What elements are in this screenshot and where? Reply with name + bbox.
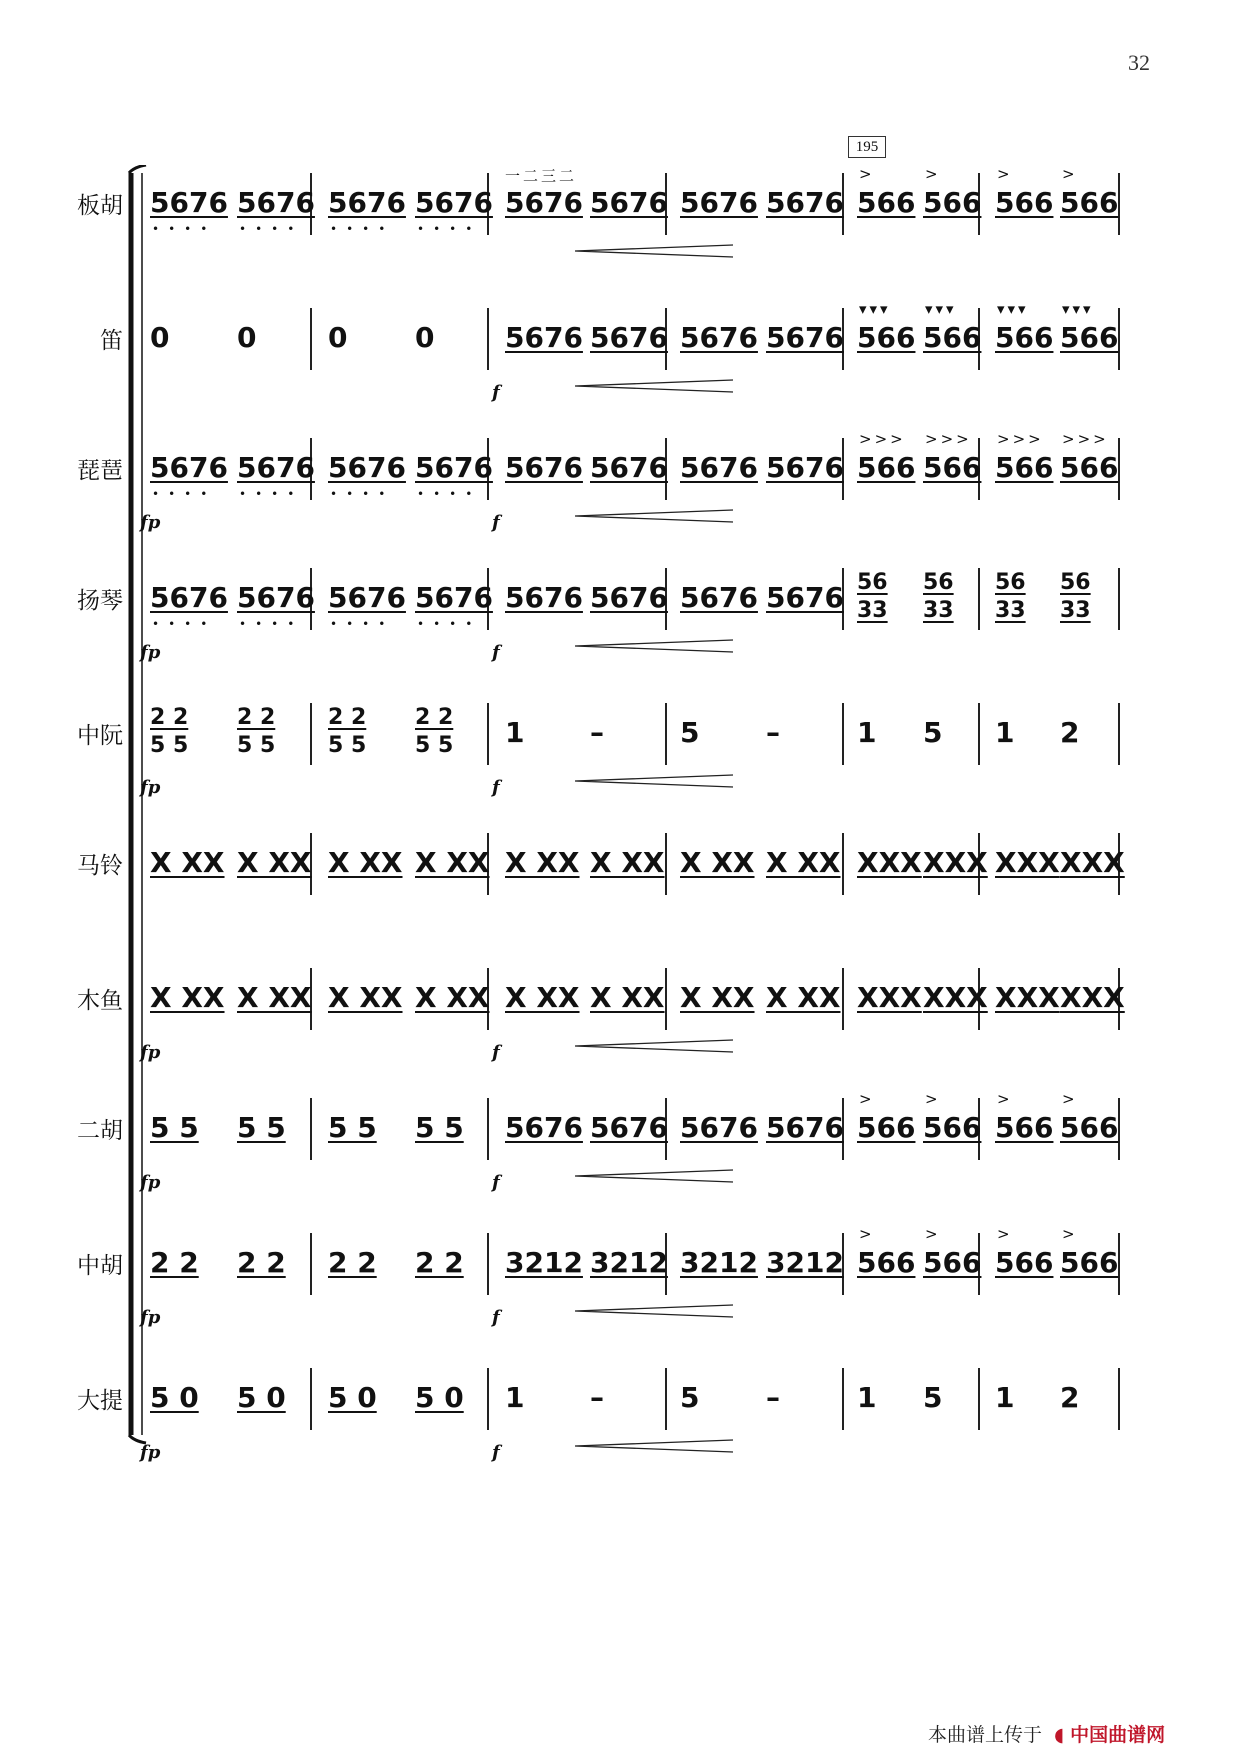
note-group: 5 5 — [328, 1111, 377, 1144]
barline — [1118, 1368, 1120, 1430]
note-group-lower: 33 — [995, 598, 1026, 623]
note-group: 566 — [923, 321, 982, 354]
accent-mark: >>> — [997, 430, 1044, 448]
lower-octave-dots: •••• — [152, 487, 217, 501]
dynamic-marking: fp — [140, 642, 161, 663]
note-group: XXX — [995, 981, 1060, 1014]
barline — [487, 308, 489, 370]
note-group: 566 — [857, 1246, 916, 1279]
note-group: 2 2 — [237, 1246, 286, 1279]
instrument-label: 马铃 — [77, 853, 123, 879]
lower-octave-dots: •••• — [152, 617, 217, 631]
accent-mark: > — [1062, 165, 1078, 183]
note-group: XXX — [923, 846, 988, 879]
note-group: 5676 — [680, 186, 758, 219]
note-group: 566 — [1060, 1111, 1119, 1144]
note-group: 0 — [328, 321, 348, 354]
dynamic-marking: fp — [140, 777, 161, 798]
lower-octave-dots: •••• — [239, 617, 304, 631]
note-group: 5676 — [328, 581, 406, 614]
note-group: X XX — [328, 846, 403, 879]
note-group: 5 0 — [328, 1381, 377, 1414]
note-group: 5676 — [505, 581, 583, 614]
note-group-lower: 33 — [923, 598, 954, 623]
note-group: 5676 — [766, 451, 844, 484]
note-group: 5676 — [328, 451, 406, 484]
lower-octave-dots: •••• — [330, 617, 395, 631]
crescendo-hairpin — [575, 1438, 735, 1454]
note-group: 5 — [923, 1381, 943, 1414]
instrument-label: 中胡 — [77, 1253, 123, 1279]
note-group: 1 — [505, 716, 525, 749]
barline — [665, 703, 667, 765]
accent-mark: > — [997, 165, 1013, 183]
note-group: 5676 — [680, 581, 758, 614]
note-group: X XX — [766, 981, 841, 1014]
dynamic-marking: f — [492, 382, 500, 403]
note-group: 566 — [923, 1111, 982, 1144]
note-group: X XX — [415, 981, 490, 1014]
lower-octave-dots: •••• — [330, 487, 395, 501]
note-group: 5676 — [766, 186, 844, 219]
barline — [487, 1098, 489, 1160]
note-group: – — [590, 1381, 604, 1414]
note-group: X XX — [590, 981, 665, 1014]
note-group: 5676 — [766, 321, 844, 354]
note-group: X XX — [505, 846, 580, 879]
note-group: 1 — [505, 1381, 525, 1414]
note-group: 5676 — [505, 321, 583, 354]
note-group: 566 — [857, 321, 916, 354]
dynamic-marking: f — [492, 1307, 500, 1328]
note-group: – — [766, 1381, 780, 1414]
note-group: 5676 — [766, 581, 844, 614]
note-group: X XX — [328, 981, 403, 1014]
note-group: 566 — [995, 1111, 1054, 1144]
barline — [1118, 568, 1120, 630]
note-group: 566 — [1060, 321, 1119, 354]
crescendo-hairpin — [575, 243, 735, 259]
instrument-label: 笛 — [100, 328, 123, 354]
accent-mark: >>> — [1062, 430, 1109, 448]
note-group: 5676 — [415, 186, 493, 219]
dynamic-marking: f — [492, 642, 500, 663]
crescendo-hairpin — [575, 378, 735, 394]
barline — [978, 1368, 980, 1430]
note-group: 5676 — [680, 321, 758, 354]
dynamic-marking: fp — [140, 1042, 161, 1063]
instrument-label: 大提 — [77, 1388, 123, 1414]
note-group: X XX — [150, 981, 225, 1014]
barline — [842, 833, 844, 895]
note-group: 566 — [1060, 186, 1119, 219]
note-group: 5676 — [680, 451, 758, 484]
barline — [487, 703, 489, 765]
lower-octave-dots: •••• — [152, 222, 217, 236]
note-group: 3212 — [590, 1246, 668, 1279]
crescendo-hairpin — [575, 1038, 735, 1054]
dynamic-marking: f — [492, 512, 500, 533]
crescendo-hairpin — [575, 1303, 735, 1319]
accent-mark: > — [925, 1225, 941, 1243]
note-group: 5 5 — [150, 1111, 199, 1144]
note-group: – — [766, 716, 780, 749]
note-group: XXX — [857, 981, 922, 1014]
note-group-lower: 5 5 — [237, 733, 276, 758]
accent-mark: > — [859, 1090, 875, 1108]
note-group: 2 — [1060, 1381, 1080, 1414]
instrument-label: 中阮 — [77, 723, 123, 749]
note-group: 3212 — [505, 1246, 583, 1279]
page-number: 32 — [1128, 50, 1150, 75]
footer — [928, 1720, 1165, 1747]
fingering: 一二三二 — [505, 167, 578, 185]
note-group: X XX — [590, 846, 665, 879]
note-group: 566 — [857, 451, 916, 484]
barline — [665, 833, 667, 895]
note-group: 1 — [995, 716, 1015, 749]
note-group: 2 2 — [150, 705, 189, 730]
note-group: 5676 — [150, 581, 228, 614]
note-group: 5676 — [766, 1111, 844, 1144]
barline — [1118, 703, 1120, 765]
instrument-label: 扬琴 — [77, 588, 123, 614]
note-group: 566 — [857, 1111, 916, 1144]
accent-mark: ▾▾▾ — [1062, 300, 1094, 318]
note-group: XXX — [1060, 846, 1125, 879]
note-group: XXX — [1060, 981, 1125, 1014]
lower-octave-dots: •••• — [239, 487, 304, 501]
barline — [310, 1233, 312, 1295]
instrument-label: 琵琶 — [77, 458, 123, 484]
note-group: 5676 — [237, 451, 315, 484]
lower-octave-dots: •••• — [417, 487, 482, 501]
note-group: 0 — [415, 321, 435, 354]
note-group: 5676 — [680, 1111, 758, 1144]
note-group: 5676 — [505, 1111, 583, 1144]
note-group: 566 — [923, 186, 982, 219]
barline — [310, 1368, 312, 1430]
dynamic-marking: f — [492, 777, 500, 798]
note-group: 5 5 — [237, 1111, 286, 1144]
note-group: 56 — [923, 570, 954, 595]
note-group: – — [590, 716, 604, 749]
barline — [310, 703, 312, 765]
note-group: 5 5 — [415, 1111, 464, 1144]
note-group-lower: 33 — [857, 598, 888, 623]
note-group: 5676 — [415, 451, 493, 484]
note-group: 5676 — [590, 186, 668, 219]
barline — [665, 968, 667, 1030]
note-group: 5676 — [415, 581, 493, 614]
dynamic-marking: f — [492, 1042, 500, 1063]
accent-mark: > — [1062, 1225, 1078, 1243]
note-group: X XX — [415, 846, 490, 879]
note-group: 2 2 — [328, 1246, 377, 1279]
note-group: 2 2 — [150, 1246, 199, 1279]
note-group: 5676 — [237, 186, 315, 219]
note-group: 0 — [150, 321, 170, 354]
note-group: 566 — [857, 186, 916, 219]
accent-mark: ▾▾▾ — [859, 300, 891, 318]
note-group: X XX — [766, 846, 841, 879]
dynamic-marking: fp — [140, 1307, 161, 1328]
instrument-label: 板胡 — [77, 193, 123, 219]
note-group-lower: 5 5 — [328, 733, 367, 758]
note-group: 5676 — [328, 186, 406, 219]
note-group: 5676 — [590, 581, 668, 614]
note-group: X XX — [237, 981, 312, 1014]
note-group: XXX — [857, 846, 922, 879]
note-group: 1 — [857, 716, 877, 749]
instrument-label: 木鱼 — [77, 988, 123, 1014]
barline — [310, 1098, 312, 1160]
note-group: X XX — [237, 846, 312, 879]
note-group: 5676 — [505, 451, 583, 484]
footer-brand: 中国曲谱网 — [1070, 1724, 1166, 1746]
footer-text: 本曲谱上传于 — [928, 1724, 1043, 1746]
crescendo-hairpin — [575, 638, 735, 654]
note-group: 5 — [923, 716, 943, 749]
note-group: 2 — [1060, 716, 1080, 749]
crescendo-hairpin — [575, 1168, 735, 1184]
site-logo-icon: ◖ — [1054, 1724, 1065, 1746]
note-group: 5676 — [590, 321, 668, 354]
note-group-lower: 5 5 — [150, 733, 189, 758]
note-group: 5676 — [590, 451, 668, 484]
accent-mark: > — [859, 1225, 875, 1243]
accent-mark: > — [1062, 1090, 1078, 1108]
note-group: X XX — [505, 981, 580, 1014]
note-group: 2 2 — [237, 705, 276, 730]
note-group: 3212 — [680, 1246, 758, 1279]
accent-mark: > — [997, 1225, 1013, 1243]
note-group: 56 — [1060, 570, 1091, 595]
note-group: XXX — [995, 846, 1060, 879]
rehearsal-mark: 195 — [848, 136, 886, 158]
note-group: 5676 — [237, 581, 315, 614]
note-group: 0 — [237, 321, 257, 354]
note-group: 5676 — [505, 186, 583, 219]
note-group: 2 2 — [415, 1246, 464, 1279]
note-group: 1 — [995, 1381, 1015, 1414]
barline — [842, 1368, 844, 1430]
note-group: 3212 — [766, 1246, 844, 1279]
barline — [487, 1368, 489, 1430]
note-group: 566 — [923, 451, 982, 484]
note-group: 5676 — [590, 1111, 668, 1144]
dynamic-marking: f — [492, 1442, 500, 1463]
note-group: XXX — [923, 981, 988, 1014]
note-group: 566 — [1060, 1246, 1119, 1279]
accent-mark: >>> — [925, 430, 972, 448]
note-group-lower: 33 — [1060, 598, 1091, 623]
note-group: 56 — [995, 570, 1026, 595]
barline — [665, 1368, 667, 1430]
note-group: X XX — [150, 846, 225, 879]
note-group: 56 — [857, 570, 888, 595]
accent-mark: > — [925, 1090, 941, 1108]
note-group: 566 — [923, 1246, 982, 1279]
accent-mark: > — [859, 165, 875, 183]
lower-octave-dots: •••• — [330, 222, 395, 236]
accent-mark: > — [925, 165, 941, 183]
accent-mark: ▾▾▾ — [997, 300, 1029, 318]
crescendo-hairpin — [575, 508, 735, 524]
note-group: X XX — [680, 846, 755, 879]
accent-mark: > — [997, 1090, 1013, 1108]
note-group: 5 0 — [150, 1381, 199, 1414]
barline — [842, 968, 844, 1030]
note-group: 1 — [857, 1381, 877, 1414]
instrument-label: 二胡 — [77, 1118, 123, 1144]
note-group: 566 — [1060, 451, 1119, 484]
barline — [487, 1233, 489, 1295]
dynamic-marking: f — [492, 1172, 500, 1193]
accent-mark: >>> — [859, 430, 906, 448]
barline — [978, 703, 980, 765]
note-group: 2 2 — [415, 705, 454, 730]
accent-mark: ▾▾▾ — [925, 300, 957, 318]
note-group: 5 — [680, 1381, 700, 1414]
dynamic-marking: fp — [140, 1172, 161, 1193]
lower-octave-dots: •••• — [239, 222, 304, 236]
note-group: 5 — [680, 716, 700, 749]
crescendo-hairpin — [575, 773, 735, 789]
note-group: 5676 — [150, 186, 228, 219]
note-group: 566 — [995, 451, 1054, 484]
note-group: X XX — [680, 981, 755, 1014]
note-group: 566 — [995, 321, 1054, 354]
note-group-lower: 5 5 — [415, 733, 454, 758]
note-group: 5 0 — [237, 1381, 286, 1414]
dynamic-marking: fp — [140, 512, 161, 533]
barline — [842, 703, 844, 765]
dynamic-marking: fp — [140, 1442, 161, 1463]
lower-octave-dots: •••• — [417, 222, 482, 236]
note-group: 2 2 — [328, 705, 367, 730]
barline — [310, 308, 312, 370]
note-group: 5 0 — [415, 1381, 464, 1414]
note-group: 5676 — [150, 451, 228, 484]
note-group: 566 — [995, 186, 1054, 219]
note-group: 566 — [995, 1246, 1054, 1279]
lower-octave-dots: •••• — [417, 617, 482, 631]
barline — [978, 568, 980, 630]
